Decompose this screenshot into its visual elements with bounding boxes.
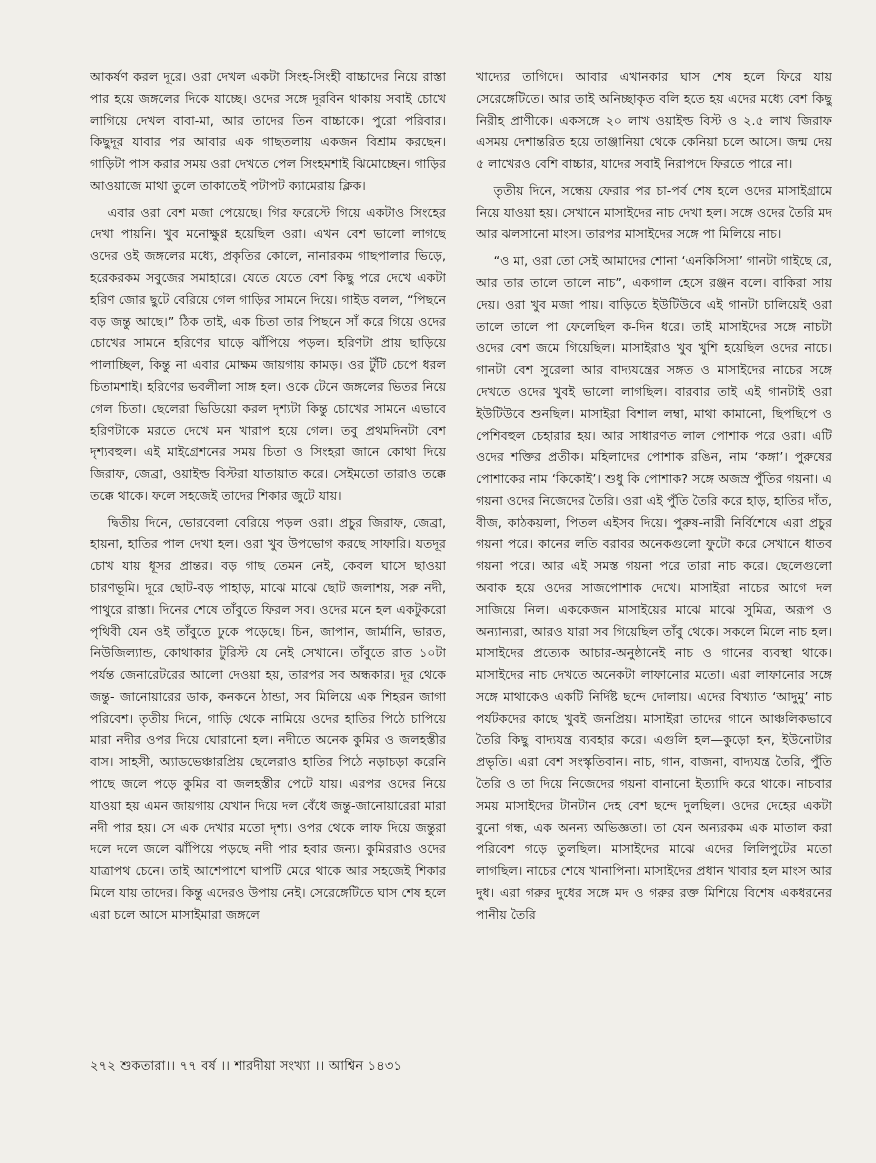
left-text-column	[90, 66, 446, 1044]
left-paragraph-2: এবার ওরা বেশ মজা পেয়েছে। গির ফরেস্টে গিয়ে একটাও সিংহের দেখা পায়নি। খুব মনোক্ষুণ্ণ হয়েছিল ওরা। এখন বেশ ভালো লাগছে ওদের ওই জঙ্গলের মধ্যে, প্রকৃতির কোলে, নানারকম গাছপালার ভিড়ে, হরেকরকম সবুজের সমাহারে। যেতে যেতে বেশ কিছু পরে দেখে একটা হরিণ জোর ছুটে বেরিয়ে গেল গাড়ির সামনে দিয়ে। গাইড বলল, “পিছনে বড় জন্তু আছে।” ঠিক তাই, এক চিতা তার পিছনে সাঁ করে গিয়ে ওদের চোখের সামনে হরিণের ঘাড়ে ঝাঁপিয়ে পড়ল। হরিণটা প্রায় ছাড়িয়ে পালাচ্ছিল, কিন্তু না এবার মোক্ষম জায়গায় কামড়। ওর টুঁটি চেপে ধরল চিতামশাই। হরিণের ভবলীলা সাঙ্গ হল। ওকে টেনে জঙ্গলের ভিতর নিয়ে গেল চিতা। ছেলেরা ভিডিয়ো করল দৃশ্যটা কিন্তু চোখের সামনে এভাবে হরিণটাকে মরতে দেখে মন খারাপ হয়ে গেল। তবু প্রথমদিনটা বেশ দৃশ্যবহুল। এই মাইগ্রেশনের সময় চিতা ও সিংহরা জানে কোথা দিয়ে জিরাফ, জেব্রা, ওয়াইল্ড বিস্টরা যাতায়াত করে। সেইমতো তারাও তক্কে তক্কে থাকে। ফলে সহজেই তাদের শিকার জুটে যায়।	[90, 204, 446, 503]
left-paragraph-3: দ্বিতীয় দিনে, ভোরবেলা বেরিয়ে পড়ল ওরা। প্রচুর জিরাফ, জেব্রা, হায়না, হাতির পাল দেখা হল। ওরা খুব উপভোগ করছে সাফারি। যতদূর চোখ যায় ধূসর প্রান্তর। বড় গাছ তেমন নেই, কেবল ঘাসে ছাওয়া চারণভূমি। দূরে ছোট-বড় পাহাড়, মাঝে মাঝে ছোট জলাশয়, সরু নদী, পাথুরে রাস্তা। দিনের শেষে তাঁবুতে ফিরল সব। ওদের মনে হল একটুকরো পৃথিবী যেন ওই তাঁবুতে ঢুকে পড়েছে। চিন, জাপান, জার্মানি, ভারত, নিউজিল্যান্ড, কোথাকার টুরিস্ট যে নেই সেখানে। তাঁবুতে রাত ১০টা পর্যন্ত জেনারেটরের আলো দেওয়া হয়, তারপর সব অন্ধকার। দূর থেকে জন্তু- জানোয়ারের ডাক, কনকনে ঠান্ডা, সব মিলিয়ে এক শিহরন জাগা পরিবেশ। তৃতীয় দিনে, গাড়ি থেকে নামিয়ে ওদের হাতির পিঠে চাপিয়ে মারা নদীর ওপর দিয়ে ঘোরানো হল। নদীতে অনেক কুমির ও জলহস্তীর বাস। সাহসী, অ্যাডভেঞ্চারপ্রিয় ছেলেরাও হাতির পিঠে নড়াচড়া করেনি পাছে জলে পড়ে কুমির বা জলহস্তীর পেটে যায়। এরপর ওদের নিয়ে যাওয়া হয় এমন জায়গায় যেখান দিয়ে দল বেঁধে জন্তু-জানোয়ারেরা মারা নদী পার হয়। সে এক দেখার মতো দৃশ্য। ওপর থেকে লাফ দিয়ে জন্তুরা দলে দলে জলে ঝাঁপিয়ে পড়ছে নদী পার হবার জন্য। কুমিররাও ওদের যাত্রাপথ চেনে। তাই আশেপাশে ঘাপটি মেরে থাকে আর সহজেই শিকার মিলে যায় তাদের। কিন্তু এদেরও উপায় নেই। সেরেঙ্গেটিতে ঘাস শেষ হলে এরা চলে আসে মাসাইমারা জঙ্গলে	[90, 514, 446, 922]
right-paragraph-2: তৃতীয় দিনে, সন্ধেয় ফেরার পর চা-পর্ব শেষ হলে ওদের মাসাইগ্রামে নিয়ে যাওয়া হয়। সেখানে মাসাইদের নাচ দেখা হল। সঙ্গে ওদের তৈরি মদ আর ঝলসানো মাংস। তারপর মাসাইদের সঙ্গে পা মিলিয়ে নাচ।	[476, 182, 832, 242]
page-footer: ২৭২ শুকতারা।। ৭৭ বর্ষ ।। শারদীয়া সংখ্যা ।। আশ্বিন ১৪৩১	[90, 1059, 403, 1074]
right-paragraph-3: “ও মা, ওরা তো সেই আমাদের শোনা ‘এনকিসিসা’ গানটা গাইছে রে, আর তার তালে তালে নাচ”, একগাল হেসে রঞ্জন বলে। বাকিরা সায় দেয়। ওরা খুব মজা পায়। বাড়িতে ইউটিউবে এই গানটা চালিয়েই ওরা তালে তালে পা ফেলেছিল ক-দিন ধরে। তাই মাসাইদের সঙ্গে নাচটা ওদের বেশ জমে গিয়েছিল। মাসাইরাও খুব খুশি হয়েছিল ওদের নাচে। গানটা বেশ সুরেলা আর বাদ্যযন্ত্রের সঙ্গত ও মাসাইদের নাচের সঙ্গে দেখতে ওদের খুবই ভালো লাগছিল। বারবার তাই এই গানটাই ওরা ইউটিউবে শুনছিল। মাসাইরা বিশাল লম্বা, মাথা কামানো, ছিপছিপে ও পেশিবহুল চেহারার হয়। আর সাধারণত লাল পোশাক পরে ওরা। এটি ওদের শক্তির প্রতীক। মহিলাদের পোশাক রঙিন, নাম ‘কঙ্গা’। পুরুষের পোশাকের নাম ‘কিকোই’। শুধু কি পোশাক? সঙ্গে অজস্র পুঁতির গয়না। এ গয়না ওদের নিজেদের তৈরি। ওরা এই পুঁতি তৈরি করে হাড়, হাতির দাঁত, বীজ, কাঠকয়লা, পিতল এইসব দিয়ে। পুরুষ-নারী নির্বিশেষে এরা প্রচুর গয়না পরে। কানের লতি বরাবর অনেকগুলো ফুটো করে সেখানে ধাতব গয়না পরে। আর এই সমস্ত গয়না পরে তারা নাচ করে। ছেলেগুলো অবাক হয়ে ওদের সাজপোশাক দেখে। মাসাইরা নাচের আগে দল সাজিয়ে নিল। এককেজন মাসাইয়ের মাঝে মাঝে সুমিত্র, অরূপ ও অন্যান্যরা, আরও যারা সব গিয়েছিল তাঁবু থেকে। সকলে মিলে নাচ হল। মাসাইদের প্রত্যেক আচার-অনুষ্ঠানেই নাচ ও গানের ব্যবস্থা থাকে। মাসাইদের নাচ দেখতে অনেকটা লাফানোর মতো। এরা লাফানোর সঙ্গে সঙ্গে মাথাকেও একটি নির্দিষ্ট ছন্দে দোলায়। এদের বিখ্যাত ‘আদুমু’ নাচ পর্যটকদের কাছে খুবই জনপ্রিয়। মাসাইরা তাদের গানে আঞ্চলিকভাবে তৈরি কিছু বাদ্যযন্ত্র ব্যবহার করে। এগুলি হল—কুড়ো হন, ইউনোটার প্রভৃতি। এরা বেশ সংস্কৃতিবান। নাচ, গান, বাজনা, বাদ্যযন্ত্র তৈরি, পুঁতি তৈরি ও তা দিয়ে নিজেদের গয়না বানানো ইত্যাদি করে থাকে। নাচবার সময় মাসাইদের টানটান দেহ বেশ ছন্দে দুলছিল। ওদের দেহের একটা বুনো গন্ধ, এক অনন্য অভিজ্ঞতা। তা যেন অন্যরকম এক মাতাল করা পরিবেশ গড়ে তুলছিল। মাসাইদের মাঝে এদের লিলিপুটের মতো লাগছিল। নাচের শেষে খানাপিনা। মাসাইদের প্রধান খাবার হল মাংস আর দুধ। এরা গরুর দুধের সঙ্গে মদ ও গরুর রক্ত মিশিয়ে বিশেষ একধরনের পানীয় তৈরি	[476, 253, 832, 922]
left-paragraph-1: আকর্ষণ করল দূরে। ওরা দেখল একটা সিংহ-সিংহী বাচ্চাদের নিয়ে রাস্তা পার হয়ে জঙ্গলের দিকে যাচ্ছে। ওদের সঙ্গে দূরবিন থাকায় সবাই চোখে লাগিয়ে দেখল বাবা-মা, আর তাদের তিন বাচ্চাকে। পুরো পরিবার। কিছুদূর যাবার পর আবার এক গাছতলায় একজন বিশ্রাম করছেন। গাড়িটা পাস করার সময় ওরা দেখতে পেল সিংহমশাই ঝিমোচ্ছেন। গাড়ির আওয়াজে মাথা তুলে তাকাতেই পটাপট ক্যামেরায় ক্লিক।	[90, 69, 446, 193]
right-paragraph-1: খাদ্যের তাগিদে। আবার এখানকার ঘাস শেষ হলে ফিরে যায় সেরেঙ্গেটিতে। আর তাই অনিচ্ছাকৃত বলি হতে হয় এদের মধ্যে বেশ কিছু নিরীহ প্রাণীকে। একসঙ্গে ২০ লাখ ওয়াইল্ড বিস্ট ও ২.৫ লাখ জিরাফ এসময় দেশান্তরিত হয়ে তাঞ্জানিয়া থেকে কেনিয়া চলে আসে। জন্ম দেয় ৫ লাখেরও বেশি বাচ্চার, যাদের সবাই নিরাপদে ফিরতে পারে না।	[476, 69, 832, 172]
right-text-column	[476, 66, 832, 1044]
